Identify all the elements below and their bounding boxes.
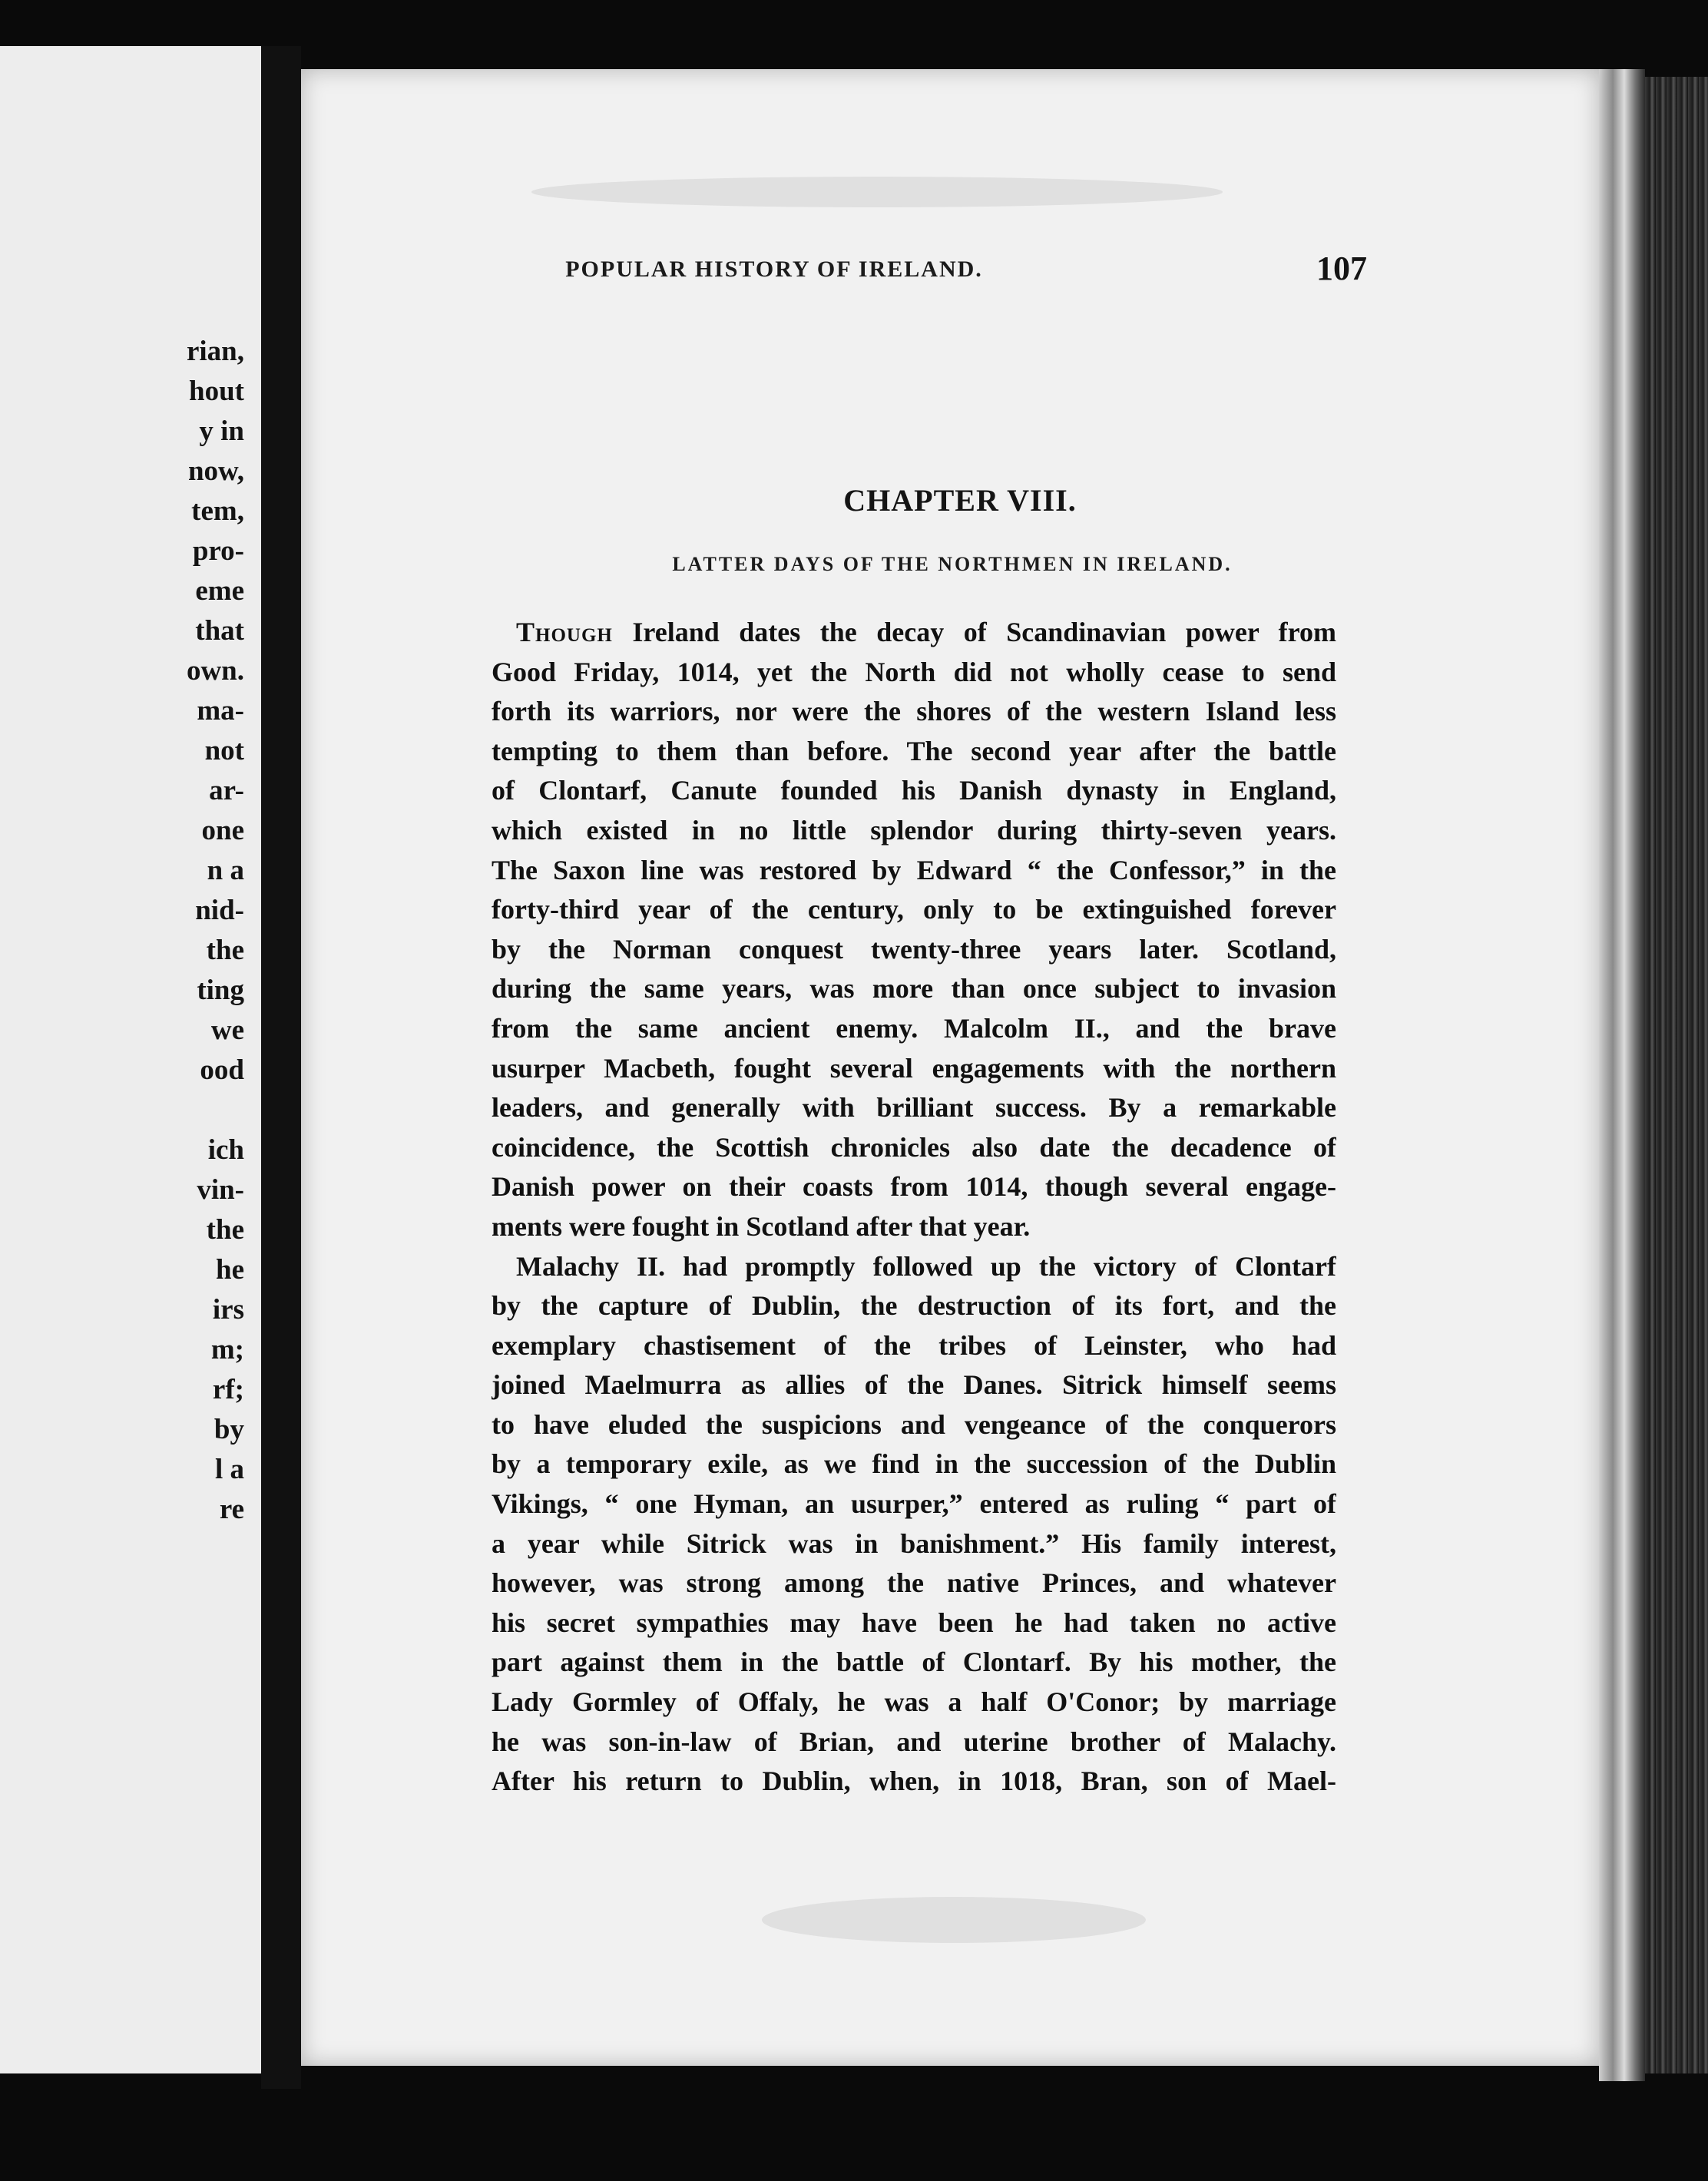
- left-page-line: that: [195, 615, 244, 647]
- text-line: part against them in the battle of Clontarf. By his mother, the: [492, 1647, 1336, 1678]
- text-line-rest: Ireland dates the decay of Scandinavian power from: [612, 617, 1336, 647]
- book-cover-edge: [1645, 77, 1708, 2073]
- text-line: coincidence, the Scottish chronicles also date the decadence of: [492, 1131, 1336, 1163]
- left-page-line: re: [219, 1494, 244, 1525]
- left-page-line: the: [206, 1214, 244, 1246]
- text-line: Danish power on their coasts from 1014, though several engage-: [492, 1171, 1336, 1203]
- text-line: exemplary chastisement of the tribes of Leinster, who had: [492, 1329, 1336, 1361]
- chapter-subtitle: LATTER DAYS OF THE NORTHMEN IN IRELAND.: [672, 553, 1233, 575]
- text-line: by the Norman conquest twenty-three years later. Scotland,: [492, 933, 1336, 965]
- text-line: leaders, and generally with brilliant success. By a remarkable: [492, 1092, 1336, 1124]
- left-page-line: ting: [197, 975, 244, 1006]
- left-page-line: irs: [212, 1294, 244, 1325]
- left-page: [0, 46, 261, 2073]
- text-line: Good Friday, 1014, yet the North did not wholly cease to send: [492, 656, 1336, 687]
- text-line: during the same years, was more than once subject to invasion: [492, 973, 1336, 1004]
- text-line: which existed in no little splendor during thirty-seven years.: [492, 814, 1336, 846]
- text-line: he was son-in-law of Brian, and uterine brother of Malachy.: [492, 1726, 1336, 1757]
- text-line: by a temporary exile, as we find in the succession of the Dublin: [492, 1448, 1336, 1480]
- text-line: however, was strong among the native Princes, and whatever: [492, 1567, 1336, 1599]
- text-line: usurper Macbeth, fought several engagements with the northern: [492, 1052, 1336, 1084]
- text-line: by the capture of Dublin, the destruction of its fort, and the: [492, 1290, 1336, 1322]
- left-page-line: ma-: [197, 695, 244, 726]
- left-page-text: [0, 332, 261, 1530]
- left-page-line: we: [210, 1014, 244, 1046]
- left-page-line: the: [206, 935, 244, 966]
- text-line: his secret sympathies may have been he had taken no active: [492, 1607, 1336, 1638]
- left-page-line: n a: [207, 855, 244, 886]
- running-head: POPULAR HISTORY OF IRELAND.: [565, 256, 983, 282]
- text-line: The Saxon line was restored by Edward “ the Confessor,” in the: [492, 854, 1336, 885]
- text-line: of Clontarf, Canute founded his Danish dynasty in England,: [492, 775, 1336, 806]
- text-line: Lady Gormley of Offaly, he was a half O'Conor; by marriage: [492, 1686, 1336, 1718]
- left-page-line: own.: [186, 655, 244, 687]
- text-line: ments were fought in Scotland after that year.: [492, 1210, 1031, 1242]
- text-line: a year while Sitrick was in banishment.” His family interest,: [492, 1527, 1336, 1559]
- left-page-line: nid-: [195, 895, 244, 926]
- left-page-line: m;: [210, 1334, 244, 1365]
- text-line: forty-third year of the century, only to be extinguished forever: [492, 894, 1336, 925]
- left-page-line: he: [216, 1254, 244, 1286]
- left-page-line: ood: [200, 1054, 244, 1086]
- first-word: Though: [516, 617, 613, 647]
- text-line: from the same ancient enemy. Malcolm II., and the brave: [492, 1012, 1336, 1044]
- page-edge: [1599, 69, 1645, 2081]
- text-line: Malachy II. had promptly followed up the victory of Clontarf: [516, 1250, 1336, 1282]
- left-page-line: l a: [214, 1454, 244, 1485]
- page-number: 107: [1316, 250, 1367, 287]
- chapter-title: CHAPTER VIII.: [843, 483, 1077, 518]
- text-line: After his return to Dublin, when, in 1018, Bran, son of Mael-: [492, 1766, 1336, 1797]
- left-page-line: rf;: [212, 1374, 244, 1405]
- left-page-line: ich: [207, 1134, 244, 1166]
- body-text: [492, 613, 1336, 1802]
- left-page-line: one: [201, 815, 244, 846]
- left-page-line: pro-: [192, 535, 244, 567]
- left-page-line: now,: [187, 455, 244, 487]
- left-page-line: hout: [189, 376, 244, 407]
- text-line: tempting to them than before. The second year after the battle: [492, 735, 1336, 766]
- left-page-line: ar-: [209, 775, 244, 806]
- left-page-line: y in: [199, 415, 244, 447]
- text-line: joined Maelmurra as allies of the Danes. Sitrick himself seems: [492, 1369, 1336, 1401]
- left-page-line: not: [204, 735, 244, 766]
- text-line: [492, 613, 1336, 653]
- text-line: to have eluded the suspicions and vengeance of the conquerors: [492, 1408, 1336, 1440]
- left-page-line: vin-: [197, 1174, 244, 1206]
- left-page-line: tem,: [191, 495, 244, 527]
- text-line: Vikings, “ one Hyman, an usurper,” entered as ruling “ part of: [492, 1488, 1336, 1520]
- book-gutter: [261, 46, 301, 2089]
- text-line: forth its warriors, nor were the shores of the western Island less: [492, 696, 1336, 727]
- left-page-line: eme: [195, 575, 244, 607]
- left-page-line: by: [214, 1414, 244, 1445]
- left-page-line: rian,: [186, 336, 244, 367]
